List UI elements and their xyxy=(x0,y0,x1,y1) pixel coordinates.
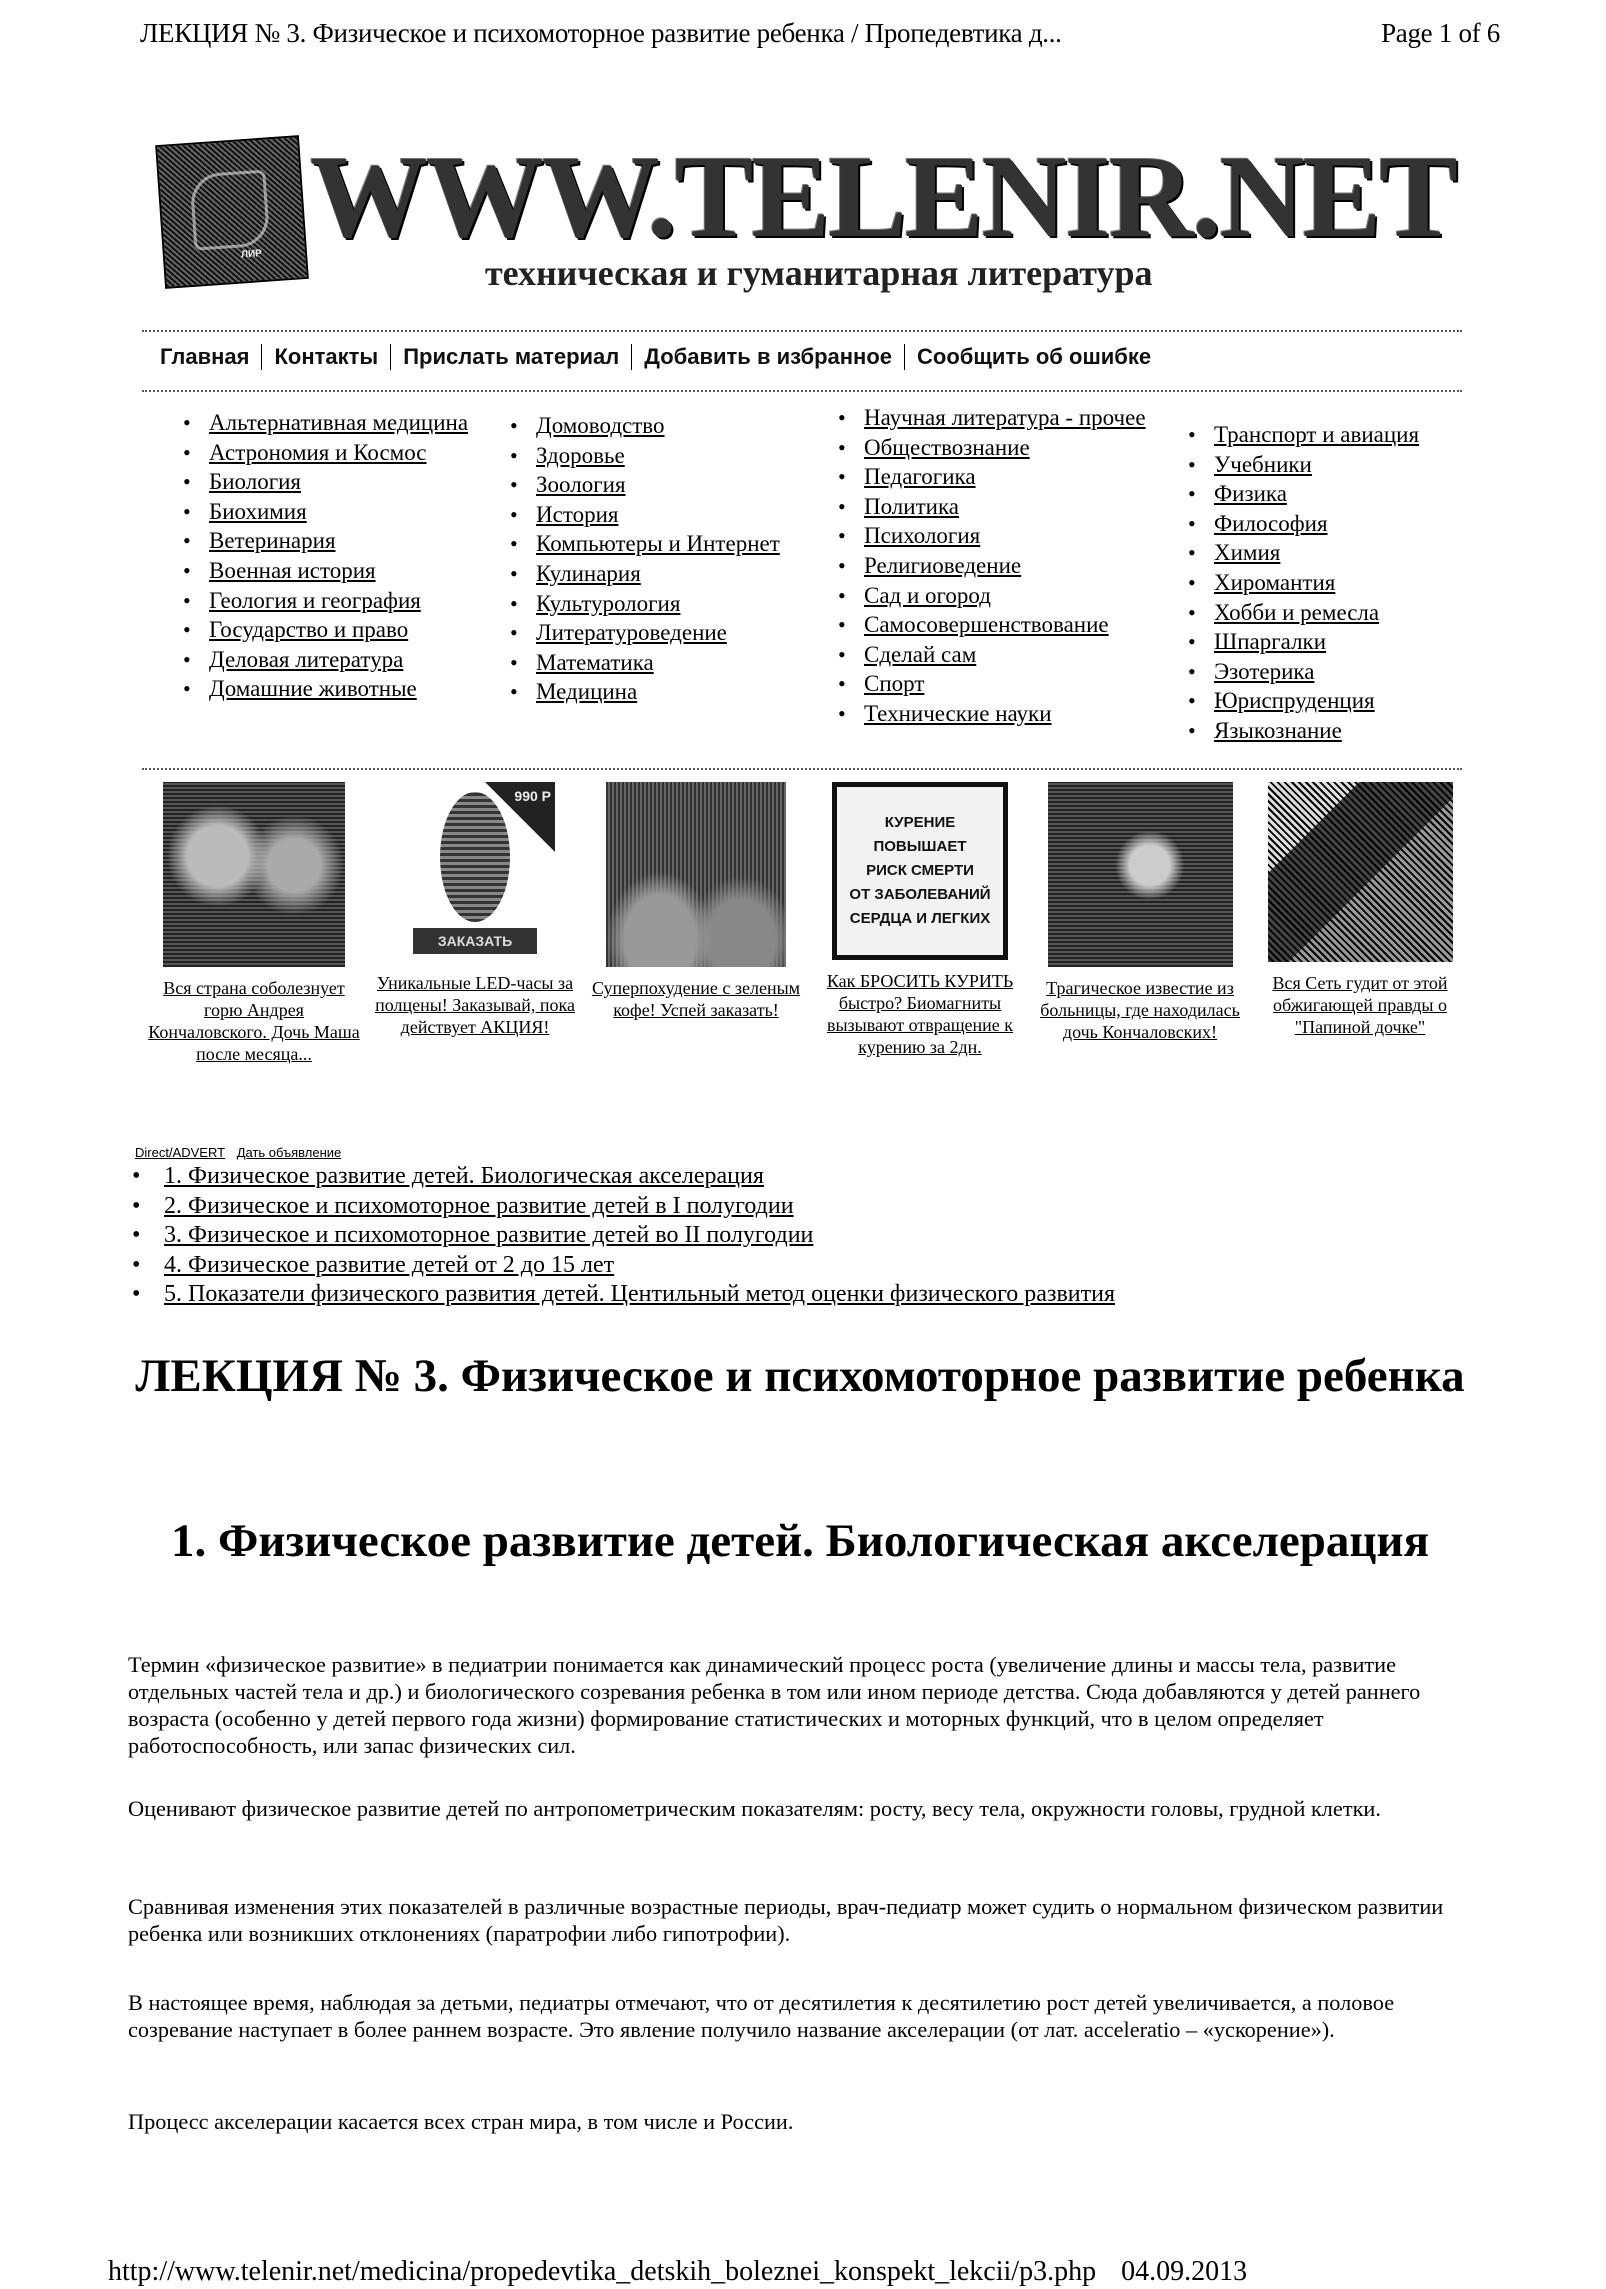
category-link[interactable]: Психология xyxy=(864,523,981,549)
category-item xyxy=(183,586,483,616)
category-link[interactable]: Здоровье xyxy=(536,442,625,468)
page-url: http://www.telenir.net/medicina/propedevtika_detskih_boleznei_konspekt_lekcii/p3.php xyxy=(108,2256,1097,2287)
category-item xyxy=(183,674,483,704)
category-list-3 xyxy=(838,403,1168,729)
print-footer xyxy=(108,2256,1247,2288)
category-item xyxy=(838,433,1168,463)
category-link[interactable]: Биология xyxy=(209,469,302,495)
category-link[interactable]: Хобби и ремесла xyxy=(1214,599,1380,625)
category-link[interactable]: Геология и география xyxy=(209,587,421,613)
category-link[interactable]: Литературоведение xyxy=(536,620,727,646)
category-item xyxy=(1188,627,1478,657)
category-item xyxy=(510,441,790,471)
category-list-4 xyxy=(1188,420,1478,746)
category-item xyxy=(510,677,790,707)
category-link[interactable]: Языкознание xyxy=(1214,717,1342,743)
category-item xyxy=(838,521,1168,551)
nav-separator xyxy=(904,344,905,370)
article-paragraph: Оценивают физическое развитие детей по антропометрическим показателям: росту, весу тела, окружности головы, грудной клетки. xyxy=(128,1796,1381,1821)
ad-photo[interactable] xyxy=(163,782,345,967)
ad-price: 990 Р xyxy=(514,788,551,804)
category-link[interactable]: Спорт xyxy=(864,671,925,697)
category-item xyxy=(838,462,1168,492)
category-link[interactable]: Ветеринария xyxy=(209,528,336,554)
category-link[interactable]: Технические науки xyxy=(864,700,1052,726)
toc-link[interactable]: 2. Физическое и психомоторное развитие детей в I полугодии xyxy=(164,1192,794,1219)
ad-photo[interactable] xyxy=(1268,782,1453,962)
category-list-1 xyxy=(183,408,483,704)
category-item xyxy=(510,648,790,678)
toc-link[interactable]: 1. Физическое развитие детей. Биологическая акселерация xyxy=(164,1163,764,1189)
ad-caption-link[interactable]: Уникальные LED-часы за полцены! Заказывай, пока действует АКЦИЯ! xyxy=(375,973,575,1037)
lecture-contents xyxy=(132,1162,1115,1310)
category-link[interactable]: Компьютеры и Интернет xyxy=(536,531,780,557)
category-item xyxy=(510,529,790,559)
ad-image-text: КУРЕНИЕ xyxy=(884,814,956,831)
ad-image-text: СЕРДЦА И ЛЕГКИХ xyxy=(849,910,991,927)
ad-network-links xyxy=(135,1145,349,1160)
toc-item xyxy=(132,1280,1115,1310)
category-item xyxy=(1188,509,1478,539)
category-link[interactable]: Эзотерика xyxy=(1214,658,1315,684)
toc-item xyxy=(132,1251,1115,1281)
print-header xyxy=(140,18,1500,49)
toc-link[interactable]: 4. Физическое развитие детей от 2 до 15 лет xyxy=(164,1251,615,1278)
category-link[interactable]: Государство и право xyxy=(209,617,409,643)
place-ad-link[interactable]: Дать объявление xyxy=(236,1145,342,1160)
site-logo-image[interactable] xyxy=(155,135,309,289)
category-item xyxy=(838,610,1168,640)
ad-teaser[interactable] xyxy=(375,782,575,1038)
category-item xyxy=(183,645,483,675)
nav-submit-material[interactable]: Прислать материал xyxy=(403,344,620,369)
category-item xyxy=(510,500,790,530)
category-link[interactable]: Шпаргалки xyxy=(1214,629,1327,655)
ad-photo[interactable] xyxy=(395,782,555,962)
category-item xyxy=(1188,598,1478,628)
category-link[interactable]: Философия xyxy=(1214,510,1328,536)
print-date: 04.09.2013 xyxy=(1121,2256,1248,2287)
category-item xyxy=(1188,716,1478,746)
nav-report-error[interactable]: Сообщить об ошибке xyxy=(917,344,1152,369)
ad-teaser[interactable] xyxy=(1040,782,1240,1043)
category-link[interactable]: Религиоведение xyxy=(864,552,1022,578)
category-item xyxy=(1188,686,1478,716)
category-link[interactable]: Юриспруденция xyxy=(1214,688,1375,714)
category-link[interactable]: Математика xyxy=(536,649,654,675)
direct-advert-link[interactable]: Direct/ADVERT xyxy=(135,1145,226,1160)
nav-separator xyxy=(390,344,391,370)
category-item xyxy=(510,470,790,500)
top-navigation xyxy=(160,336,1151,378)
category-link[interactable]: Альтернативная медицина xyxy=(209,410,469,435)
category-link[interactable]: Зоология xyxy=(536,472,626,498)
category-item xyxy=(838,699,1168,729)
category-item xyxy=(183,556,483,586)
category-item xyxy=(838,551,1168,581)
category-link[interactable]: Обществознание xyxy=(864,434,1030,460)
category-item xyxy=(838,403,1168,433)
category-list-2 xyxy=(510,411,790,707)
nav-separator xyxy=(261,344,262,370)
category-item xyxy=(1188,568,1478,598)
ad-teaser[interactable] xyxy=(590,782,802,1021)
nav-home[interactable]: Главная xyxy=(160,344,250,369)
category-link[interactable]: История xyxy=(536,501,619,527)
ad-teaser[interactable] xyxy=(148,782,360,1065)
category-link[interactable]: Педагогика xyxy=(864,464,976,490)
category-link[interactable]: Транспорт и авиация xyxy=(1214,422,1420,447)
category-link[interactable]: Научная литература - прочее xyxy=(864,405,1146,430)
nav-separator xyxy=(631,344,632,370)
ad-teaser[interactable] xyxy=(820,782,1020,1058)
nav-add-favorites[interactable]: Добавить в избранное xyxy=(644,344,893,369)
toc-link[interactable]: 5. Показатели физического развития детей. Центильный метод оценки физического развития xyxy=(164,1281,1115,1307)
logo-book-icon xyxy=(189,170,270,251)
page-title: ЛЕКЦИЯ № 3. Физическое и психомоторное развитие ребенка xyxy=(135,1350,1465,1402)
category-link[interactable]: Военная история xyxy=(209,557,376,583)
category-item xyxy=(1188,479,1478,509)
category-item xyxy=(1188,538,1478,568)
ad-image-text: ОТ ЗАБОЛЕВАНИЙ xyxy=(849,886,991,903)
ad-caption-link[interactable]: Вся страна соболезнует горю Андрея Кончаловского. Дочь Маша после месяца... xyxy=(148,978,360,1064)
category-link[interactable]: Домашние животные xyxy=(209,676,417,702)
section-title: 1. Физическое развитие детей. Биологическая акселерация xyxy=(170,1515,1430,1567)
category-link[interactable]: Учебники xyxy=(1214,451,1312,477)
toc-item xyxy=(132,1192,1115,1222)
category-link[interactable]: Химия xyxy=(1214,540,1281,566)
print-header-title: ЛЕКЦИЯ № 3. Физическое и психомоторное развитие ребенка / Пропедевтика д... xyxy=(140,18,1062,48)
ad-teaser[interactable] xyxy=(1260,782,1460,1038)
category-link[interactable]: Физика xyxy=(1214,481,1287,507)
ad-photo[interactable] xyxy=(1048,782,1233,967)
category-item xyxy=(1188,450,1478,480)
category-link[interactable]: Политика xyxy=(864,493,959,519)
ad-photo[interactable] xyxy=(606,782,786,967)
article-paragraph: Сравнивая изменения этих показателей в различные возрастные периоды, врач-педиатр может судить о нормальном физическом развитии ребенка или возникших отклонениях (паратрофии либо гипотрофии). xyxy=(128,1894,1444,1946)
category-link[interactable]: Кулинария xyxy=(536,560,641,586)
category-item xyxy=(510,589,790,619)
toc-item xyxy=(132,1162,1115,1192)
divider xyxy=(142,768,1462,770)
category-item xyxy=(510,618,790,648)
category-item xyxy=(838,492,1168,522)
logo-tag: ЛИР xyxy=(240,248,263,261)
category-item xyxy=(838,581,1168,611)
ad-caption-link[interactable]: Вся Сеть гудит от этой обжигающей правды о "Папиной дочке" xyxy=(1272,973,1448,1037)
category-link[interactable]: Медицина xyxy=(536,679,638,705)
page-counter: Page 1 of 6 xyxy=(1381,18,1500,48)
divider xyxy=(142,330,1462,332)
category-item xyxy=(1188,420,1478,450)
site-title[interactable]: WWW.TELENIR.NET xyxy=(310,131,1456,262)
category-link[interactable]: Астрономия и Космос xyxy=(209,439,427,465)
category-link[interactable]: Сад и огород xyxy=(864,582,991,608)
category-item xyxy=(183,615,483,645)
ad-order-button[interactable]: ЗАКАЗАТЬ xyxy=(413,928,537,954)
category-item xyxy=(838,640,1168,670)
divider xyxy=(142,390,1462,392)
category-item xyxy=(183,526,483,556)
ad-caption-link[interactable]: Суперпохудение с зеленым кофе! Успей заказать! xyxy=(591,978,801,1020)
article-paragraph: Термин «физическое развитие» в педиатрии понимается как динамический процесс роста (увеличение длины и массы тела, развитие отдельных частей тела и др.) и биологического созревания ребенка в том или ином периоде детства. Сюда добавляются у детей раннего возраста (особенно у детей первого года жизни) формирование статистических и моторных функций, что в целом определяет работоспособность, или запас физических сил. xyxy=(128,1652,1421,1758)
category-item xyxy=(183,438,483,468)
ad-image-text: РИСК СМЕРТИ xyxy=(866,862,974,879)
category-item xyxy=(510,559,790,589)
category-item xyxy=(510,411,790,441)
category-link[interactable]: Деловая литература xyxy=(209,646,404,672)
category-item xyxy=(183,467,483,497)
category-item xyxy=(1188,657,1478,687)
ad-warning-image[interactable] xyxy=(832,782,1008,960)
site-subtitle: техническая и гуманитарная литература xyxy=(485,253,1153,293)
category-item xyxy=(183,408,483,438)
toc-link[interactable]: 3. Физическое и психомоторное развитие детей во II полугодии xyxy=(164,1222,814,1248)
category-link[interactable]: Самосовершенствование xyxy=(864,612,1109,638)
category-item xyxy=(838,669,1168,699)
ad-caption-link[interactable]: Трагическое известие из больницы, где находилась дочь Кончаловских! xyxy=(1040,978,1240,1042)
category-link[interactable]: Сделай сам xyxy=(864,641,977,667)
category-link[interactable]: Хиромантия xyxy=(1214,569,1336,595)
article-paragraph: Процесс акселерации касается всех стран мира, в том числе и России. xyxy=(128,2109,794,2134)
ad-image-text: ПОВЫШАЕТ xyxy=(873,838,967,855)
category-link[interactable]: Культурология xyxy=(536,590,681,616)
toc-item xyxy=(132,1221,1115,1251)
article-paragraph: В настоящее время, наблюдая за детьми, педиатры отмечают, что от десятилетия к десятилетию рост детей увеличивается, а половое созревание наступает в более раннем возрасте. Это явление получило название акселерации (от лат. acceleratio – «ускорение»). xyxy=(128,1990,1395,2042)
ad-caption-link[interactable]: Как БРОСИТЬ КУРИТЬ быстро? Биомагниты вызывают отвращение к курению за 2дн. xyxy=(826,971,1014,1057)
category-link[interactable]: Биохимия xyxy=(209,498,307,524)
category-link[interactable]: Домоводство xyxy=(536,413,665,438)
category-item xyxy=(183,497,483,527)
nav-contacts[interactable]: Контакты xyxy=(274,344,379,369)
